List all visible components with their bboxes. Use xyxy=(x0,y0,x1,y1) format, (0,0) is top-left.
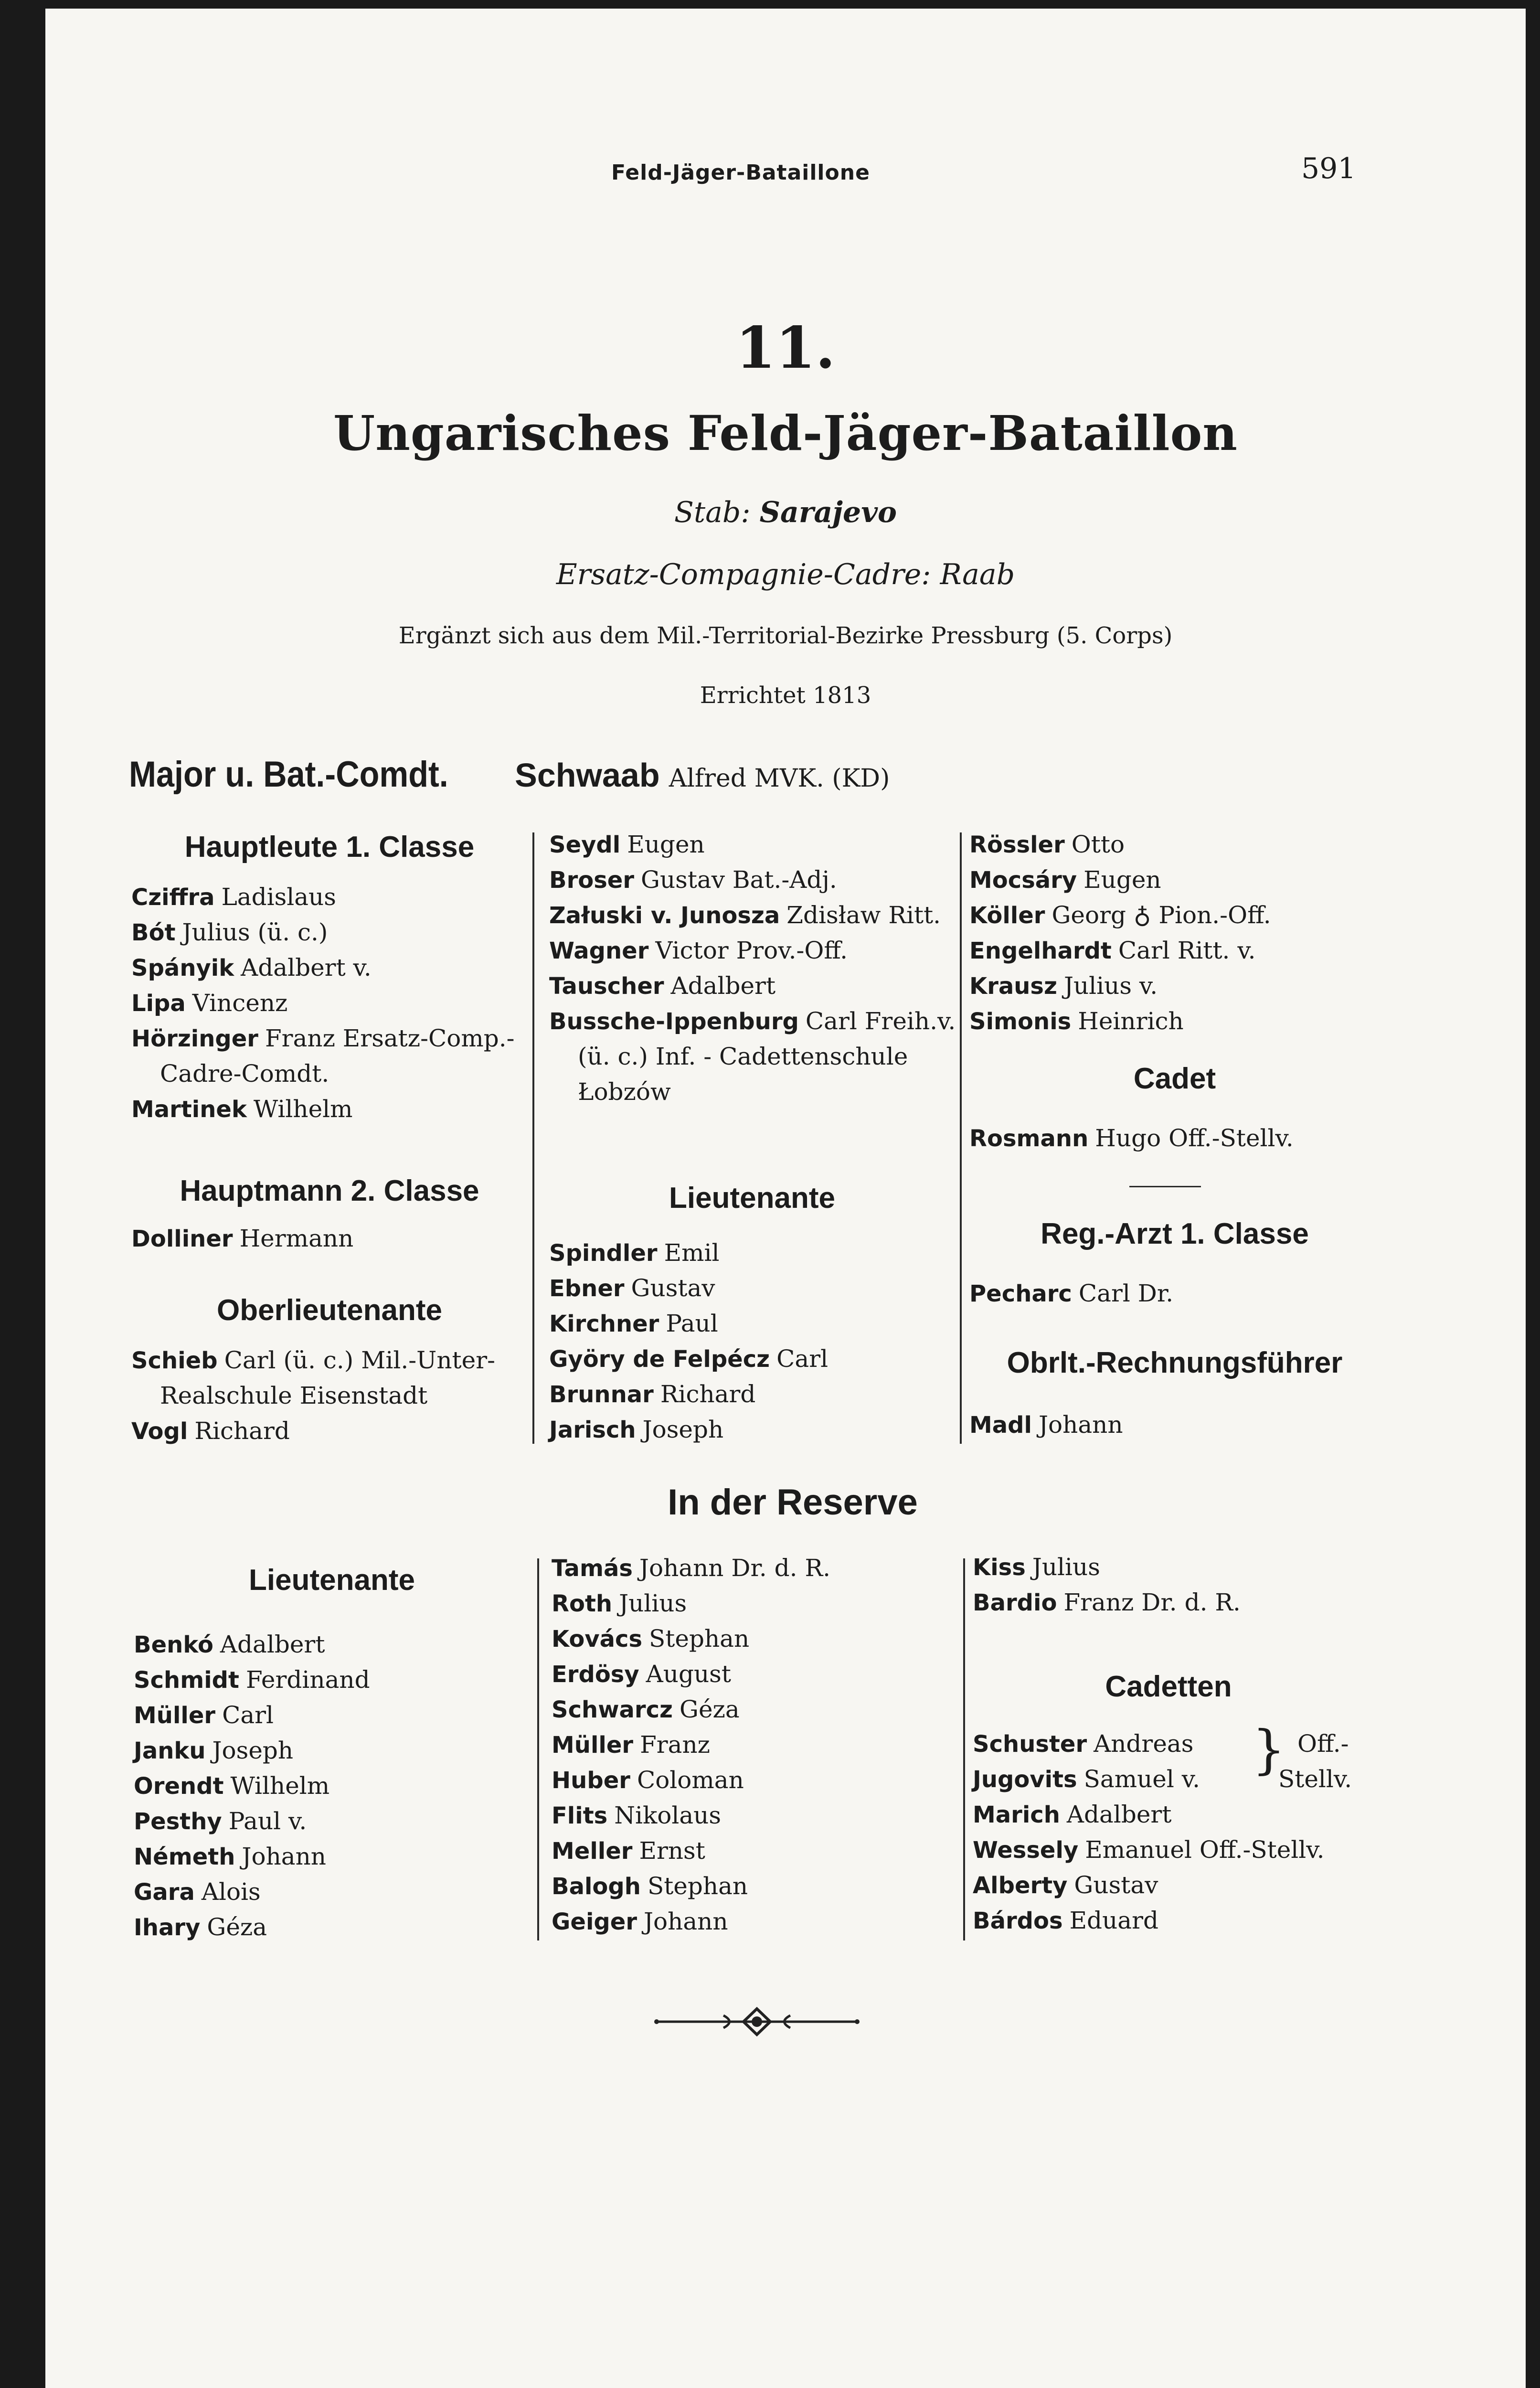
roster-entry: Köller Georg ♁ Pion.-Off. xyxy=(969,901,1271,929)
roster-entry: Marich Adalbert xyxy=(973,1801,1172,1828)
commander-rank: Major u. Bat.-Comdt. xyxy=(129,754,448,795)
roster-entry: Tamás Johann Dr. d. R. xyxy=(552,1554,830,1582)
roster-entry: Schwarcz Géza xyxy=(552,1695,740,1723)
roster-entry: Müller Franz xyxy=(552,1731,711,1759)
roster-entry: Németh Johann xyxy=(134,1843,326,1870)
battalion-number: 11. xyxy=(735,314,836,382)
roster-entry: Kirchner Paul xyxy=(549,1310,718,1337)
commander-surname: Schwaab xyxy=(515,757,660,794)
reserve-column-2 xyxy=(552,1556,957,1948)
roster-entry: Janku Joseph xyxy=(134,1737,294,1764)
roster-entry: Hörzinger Franz Ersatz-Comp.- xyxy=(131,1024,515,1052)
section-heading: Hauptmann 2. Classe xyxy=(180,1174,479,1207)
roster-entry: Schmidt Ferdinand xyxy=(134,1666,370,1694)
roster-entry: Rössler Otto xyxy=(969,831,1125,858)
document-page xyxy=(45,9,1526,2388)
roster-entry: Orendt Wilhelm xyxy=(134,1772,330,1800)
commander-line xyxy=(129,754,890,795)
roster-entry: Benkó Adalbert xyxy=(134,1631,325,1658)
stab-value: Sarajevo xyxy=(759,496,897,529)
roster-entry: Engelhardt Carl Ritt. v. xyxy=(969,937,1256,964)
roster-entry: Mocsáry Eugen xyxy=(969,866,1161,894)
brace-note: Stellv. xyxy=(1278,1765,1352,1793)
section-heading: Reg.-Arzt 1. Classe xyxy=(1041,1217,1309,1250)
roster-entry: Brunnar Richard xyxy=(549,1380,756,1408)
roster-entry: Dolliner Hermann xyxy=(131,1225,354,1252)
section-heading: Oberlieutenante xyxy=(217,1294,442,1327)
column-divider xyxy=(532,832,534,1444)
roster-entry: Gara Alois xyxy=(134,1878,261,1906)
roster-entry: Martinek Wilhelm xyxy=(131,1095,353,1123)
ersatz-line xyxy=(45,558,1526,591)
roster-entry: Vogl Richard xyxy=(131,1417,290,1445)
active-column-1 xyxy=(131,832,528,1453)
active-column-3 xyxy=(969,832,1380,1453)
running-title: Feld-Jäger-Bataillone xyxy=(611,160,870,185)
roster-entry: Pesthy Paul v. xyxy=(134,1807,307,1835)
page-number: 591 xyxy=(1301,152,1356,185)
column-divider xyxy=(963,1558,965,1940)
section-heading: Cadetten xyxy=(1105,1670,1232,1703)
roster-entry: Madl Johann xyxy=(969,1411,1123,1439)
roster-entry: Meller Ernst xyxy=(552,1837,705,1865)
roster-entry: Kiss Julius xyxy=(973,1553,1100,1581)
roster-entry-continuation: (ü. c.) Inf. - Cadettenschule xyxy=(578,1043,908,1070)
column-divider xyxy=(960,832,962,1444)
roster-entry: Załuski v. Junosza Zdisław Ritt. xyxy=(549,901,941,929)
reserve-heading: In der Reserve xyxy=(668,1482,918,1523)
roster-entry: Jarisch Joseph xyxy=(549,1416,724,1443)
roster-entry: Seydl Eugen xyxy=(549,831,705,858)
roster-entry: Balogh Stephan xyxy=(552,1872,748,1900)
commander-rest: Alfred MVK. (KD) xyxy=(669,764,890,793)
ersatz-value: Raab xyxy=(940,558,1015,591)
roster-entry: Lipa Vincenz xyxy=(131,989,288,1017)
roster-entry: Bót Julius (ü. c.) xyxy=(131,918,328,946)
roster-entry: Bardio Franz Dr. d. R. xyxy=(973,1588,1241,1616)
roster-entry: Schieb Carl (ü. c.) Mil.-Unter- xyxy=(131,1346,495,1374)
short-rule xyxy=(1129,1186,1201,1187)
roster-entry: Roth Julius xyxy=(552,1589,687,1617)
roster-entry: Rosmann Hugo Off.-Stellv. xyxy=(969,1124,1294,1152)
roster-entry: Müller Carl xyxy=(134,1701,274,1729)
stab-line xyxy=(45,496,1526,529)
roster-entry: Geiger Johann xyxy=(552,1908,728,1935)
roster-entry: Simonis Heinrich xyxy=(969,1007,1184,1035)
roster-entry-continuation: Łobzów xyxy=(578,1078,671,1106)
roster-entry: Wagner Victor Prov.-Off. xyxy=(549,937,848,964)
roster-entry-continuation: Realschule Eisenstadt xyxy=(160,1382,428,1409)
roster-entry: Spányik Adalbert v. xyxy=(131,954,372,981)
section-heading: Lieutenante xyxy=(669,1182,835,1215)
roster-entry: Bárdos Eduard xyxy=(973,1907,1158,1934)
roster-entry: Györy de Felpécz Carl xyxy=(549,1345,828,1373)
roster-entry: Erdösy August xyxy=(552,1660,731,1688)
section-heading: Hauptleute 1. Classe xyxy=(184,831,475,864)
ornament-divider-icon xyxy=(652,2005,862,2038)
roster-entry-continuation: Cadre-Comdt. xyxy=(160,1060,329,1087)
brace-note: Off.- xyxy=(1297,1730,1349,1758)
roster-entry: Flits Nikolaus xyxy=(552,1802,722,1829)
curly-brace: } xyxy=(1252,1719,1285,1780)
stab-label: Stab: xyxy=(674,496,751,529)
roster-entry: Jugovits Samuel v. xyxy=(973,1765,1200,1793)
section-heading: Obrlt.-Rechnungsführer xyxy=(1007,1346,1343,1379)
battalion-name: Ungarisches Feld-Jäger-Bataillon xyxy=(333,405,1238,461)
ersatz-label: Ersatz-Compagnie-Cadre: xyxy=(556,558,931,591)
roster-entry: Bussche-Ippenburg Carl Freih.v. xyxy=(549,1007,956,1035)
roster-entry: Spindler Emil xyxy=(549,1239,720,1267)
roster-entry: Kovács Stephan xyxy=(552,1625,750,1652)
roster-entry: Krausz Julius v. xyxy=(969,972,1158,1000)
roster-entry: Huber Coloman xyxy=(552,1766,744,1794)
column-divider xyxy=(537,1558,539,1940)
reserve-column-3 xyxy=(973,1555,1393,1947)
section-heading: Lieutenante xyxy=(249,1564,415,1597)
section-heading: Cadet xyxy=(1133,1062,1216,1095)
roster-entry: Pecharc Carl Dr. xyxy=(969,1279,1174,1307)
roster-entry: Tauscher Adalbert xyxy=(549,972,776,1000)
roster-entry: Broser Gustav Bat.-Adj. xyxy=(549,866,837,894)
roster-entry: Ihary Géza xyxy=(134,1913,267,1941)
roster-entry: Wessely Emanuel Off.-Stellv. xyxy=(973,1836,1325,1864)
active-column-2 xyxy=(549,832,955,1453)
roster-entry: Cziffra Ladislaus xyxy=(131,883,336,911)
reserve-column-1 xyxy=(134,1566,530,1948)
roster-entry: Schuster Andreas xyxy=(973,1730,1194,1758)
roster-entry: Alberty Gustav xyxy=(973,1871,1158,1899)
roster-entry: Ebner Gustav xyxy=(549,1274,715,1302)
recruitment-line: Ergänzt sich aus dem Mil.-Territorial-Bezirke Pressburg (5. Corps) xyxy=(398,622,1173,649)
established-line: Errichtet 1813 xyxy=(700,682,871,709)
